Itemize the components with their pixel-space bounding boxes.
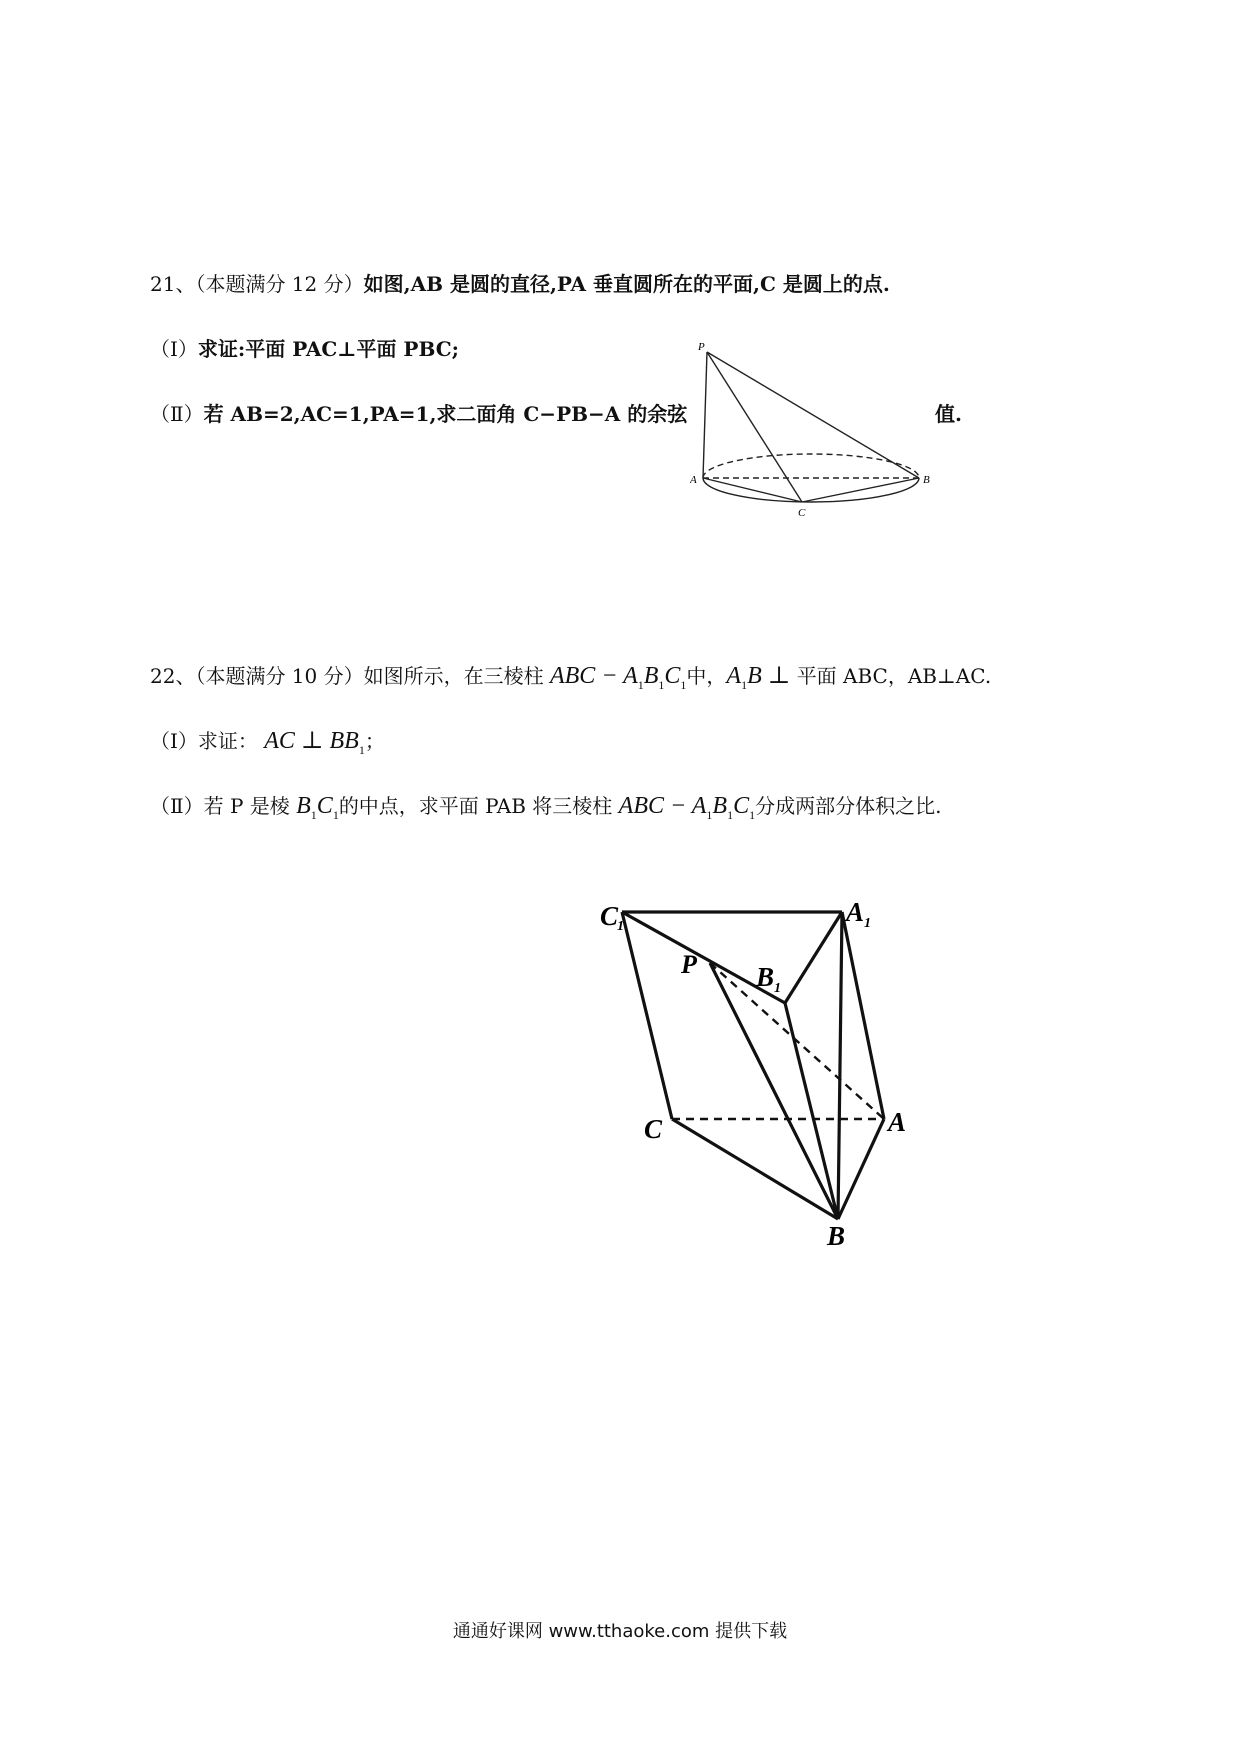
q22-score: （本题满分 10 分） (195, 664, 364, 688)
q22-stem-b: 中， (686, 664, 727, 688)
q22-number: 22、 (150, 664, 196, 688)
q21-label-A: A (690, 474, 697, 486)
q22-label-A: A (888, 1107, 907, 1137)
q21-circle-front (703, 478, 919, 502)
q21-part1-line (150, 333, 459, 362)
q22-part2-label: （Ⅱ） (150, 794, 204, 818)
q21-part1-label: （Ⅰ） (150, 337, 198, 361)
q22-part2-c: 分成两部分体积之比. (755, 794, 942, 818)
q22-edge-A1B (838, 912, 842, 1219)
q22-part1-line (150, 725, 385, 758)
q22-expr-AC-perp-BB1: AC ⊥ $BB_1$ (264, 728, 365, 757)
q21-score: （本题满分 12 分） (195, 272, 364, 296)
q21-stem: 如图,AB 是圆的直径,PA 垂直圆所在的平面,C 是圆上的点. (363, 272, 890, 296)
q21-part2-text: 若 AB=2,AC=1,PA=1,求二面角 C−PB−A 的余弦 (203, 402, 688, 426)
q22-part2-b: 的中点，求平面 PAB 将三棱柱 (338, 794, 613, 818)
q21-edge-BC (802, 478, 919, 502)
q22-label-B1: B (756, 962, 775, 992)
q22-edge-A1B1 (785, 912, 842, 1003)
q22-part2-a: 若 P 是棱 (203, 794, 290, 818)
q22-label-B1-sub: 1 (774, 981, 781, 996)
footer-text: 通通好课网 www.tthaoke.com 提供下载 (452, 1621, 788, 1642)
q22-expr-B1C1: $B_1C_1$ (296, 793, 339, 822)
q22-figure (580, 855, 920, 1255)
q22-label-B: B (827, 1221, 846, 1251)
q22-expr-prism2: ABC − $A_1B_1C_1$ (618, 793, 756, 822)
q22-stem-line (150, 660, 991, 693)
q22-part2-line (150, 790, 941, 823)
q21-edge-PA (703, 352, 707, 478)
q22-prism-expression: ABC − $A_1B_1C_1$ (549, 663, 687, 692)
q22-expr-A1B: $A_1B$ ⊥ (726, 663, 791, 692)
q22-label-C: C (644, 1114, 663, 1144)
q21-circle-back (703, 454, 919, 478)
q22-edge-CC1 (622, 912, 672, 1119)
q22-stem-c: 平面 ABC，AB⊥AC. (796, 664, 992, 688)
q22-label-P: P (681, 950, 697, 979)
q21-part2-end: 值. (935, 402, 962, 426)
q22-edge-BA (838, 1119, 884, 1219)
q21-part1-text: 求证:平面 PAC⊥平面 PBC; (197, 337, 460, 361)
q22-label-A1-sub: 1 (864, 916, 871, 931)
q21-number: 21、 (150, 272, 196, 296)
q22-label-A1: A (846, 897, 865, 927)
q21-label-B: B (923, 474, 930, 486)
q21-part2-line (150, 398, 687, 427)
q22-part1-text: 求证： (197, 729, 258, 753)
q21-stem-line (150, 268, 890, 297)
q22-label-C1-sub: 1 (617, 919, 624, 934)
q22-part1-label: （Ⅰ） (150, 729, 198, 753)
q22-label-C1: C (600, 901, 619, 931)
q22-stem-a: 如图所示，在三棱柱 (363, 664, 544, 688)
q21-figure (690, 340, 930, 520)
q21-label-C: C (798, 507, 806, 519)
q22-part1-semicolon: ； (364, 729, 385, 753)
q21-edge-PC (707, 352, 802, 502)
q22-edge-BB1 (785, 1003, 838, 1219)
q21-part2-label: （Ⅱ） (150, 402, 204, 426)
q21-label-P: P (698, 341, 705, 353)
q21-edge-PB (707, 352, 919, 478)
